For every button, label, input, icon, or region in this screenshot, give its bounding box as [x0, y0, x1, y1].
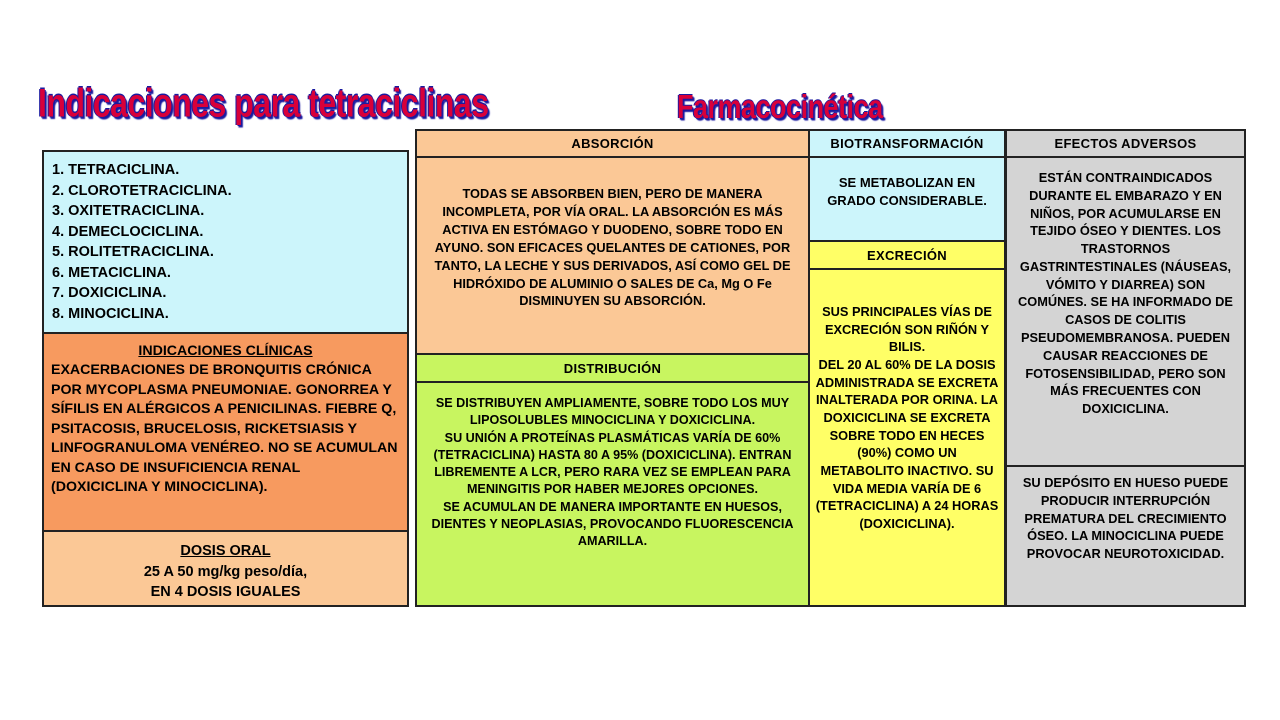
biotransformation-box [808, 156, 1006, 242]
drug-item: 5. ROLITETRACICLINA. [52, 244, 214, 261]
distribution-box [415, 381, 810, 607]
drug-item: 3. OXITETRACICLINA. [52, 203, 205, 220]
distribution-text-3: SE ACUMULAN DE MANERA IMPORTANTE EN HUESOS, DIENTES Y NEOPLASIAS, PROVOCANDO FLUORESCENCIA AMARILLA. [431, 499, 794, 548]
drug-item: 4. DEMECLOCICLINA. [52, 223, 204, 240]
clinical-indications-heading: INDICACIONES CLÍNICAS [138, 343, 313, 359]
absorption-text: TODAS SE ABSORBEN BIEN, PERO DE MANERA INCOMPLETA, POR VÍA ORAL. LA ABSORCIÓN ES MÁS ACTIVA EN ESTÓMAGO Y DUODENO, SOBRE TODO EN AYUNO. SON EFICACES QUELANTES DE CATIONES, POR TANTO, LA LECHE Y SUS DERIVADOS, ASÍ COMO GEL DE HIDRÓXIDO DE ALUMINIO O SALES DE Ca, Mg O Fe DISMINUYEN SU ABSORCIÓN. [434, 186, 791, 309]
adverse-effects-heading: EFECTOS ADVERSOS [1005, 129, 1246, 158]
excretion-heading: EXCRECIÓN [808, 240, 1006, 270]
drug-item: 7. DOXICICLINA. [52, 285, 167, 302]
biotransformation-heading: BIOTRANSFORMACIÓN [808, 129, 1006, 158]
absorption-box [415, 156, 810, 355]
bone-deposit-text: SU DEPÓSITO EN HUESO PUEDE PRODUCIR INTERRUPCIÓN PREMATURA DEL CRECIMIENTO ÓSEO. LA MINOCICLINA PUEDE PROVOCAR NEUROTOXICIDAD. [1022, 475, 1229, 562]
oral-dose-heading: DOSIS ORAL [180, 543, 271, 559]
excretion-box [808, 268, 1006, 607]
drug-item: 1. TETRACICLINA. [52, 162, 180, 178]
oral-dose-frequency: EN 4 DOSIS IGUALES [150, 584, 301, 601]
adverse-effects-box [1005, 156, 1246, 467]
drug-list [52, 160, 399, 325]
bone-deposit-box [1005, 465, 1246, 607]
distribution-heading: DISTRIBUCIÓN [415, 353, 810, 383]
clinical-indications-text: EXACERBACIONES DE BRONQUITIS CRÓNICA POR MYCOPLASMA PNEUMONIAE. GONORREA Y SÍFILIS EN ALÉRGICOS A PENICILINAS. FIEBRE Q, PSITACOSIS, BRUCELOSIS, RICKETSIASIS Y LINFOGRANULOMA VENÉREO. NO SE ACUMULAN EN CASO DE INSUFICIENCIA RENAL (DOXICICLINA Y MINOCICLINA). [51, 362, 398, 496]
biotransformation-text: SE METABOLIZAN EN GRADO CONSIDERABLE. [827, 175, 987, 209]
adverse-effects-text: ESTÁN CONTRAINDICADOS DURANTE EL EMBARAZO Y EN NIÑOS, POR ACUMULARSE EN TEJIDO ÓSEO Y DIENTES. LOS TRASTORNOS GASTRINTESTINALES (NÁUSEAS, VÓMITO Y DIARREA) SON COMÚNES. SE HA INFORMADO DE CASOS DE COLITIS PSEUDOMEMBRANOSA. PUEDEN CAUSAR REACCIONES DE FOTOSENSIBILIDAD, PERO SON MÁS FRECUENTES CON DOXICICLINA. [1018, 170, 1233, 417]
drug-item: 6. METACICLINA. [52, 264, 171, 281]
section-title-farmacocinetica: Farmacocinética [677, 88, 883, 126]
clinical-indications-box [42, 332, 409, 532]
drug-item: 8. MINOCICLINA. [52, 306, 169, 323]
drug-list-box [42, 150, 409, 334]
oral-dose-box [42, 530, 409, 607]
absorption-heading: ABSORCIÓN [415, 129, 810, 158]
distribution-text-2: SU UNIÓN A PROTEÍNAS PLASMÁTICAS VARÍA DE 60% (TETRACICLINA) HASTA 80 A 95% (DOXICICLINA). ENTRAN LIBREMENTE A LCR, PERO RARA VEZ SE EMPLEAN PARA MENINGITIS POR HABER MEJORES OPCIONES. [433, 430, 792, 497]
page-title: Indicaciones para tetraciclinas [38, 80, 489, 125]
excretion-text-2: DEL 20 AL 60% DE LA DOSIS ADMINISTRADA SE EXCRETA INALTERADA POR ORINA. LA DOXICICLINA SE EXCRETA SOBRE TODO EN HECES (90%) COMO UN METABOLITO INACTIVO. SU VIDA MEDIA VARÍA DE 6 (TETRACICLINA) A 24 HORAS (DOXICICLINA). [815, 356, 999, 531]
excretion-text-1: SUS PRINCIPALES VÍAS DE EXCRECIÓN SON RIÑÓN Y BILIS. [822, 304, 992, 355]
distribution-text-1: SE DISTRIBUYEN AMPLIAMENTE, SOBRE TODO LOS MUY LIPOSOLUBLES MINOCICLINA Y DOXICICLINA. [435, 396, 790, 428]
oral-dose-amount: 25 A 50 mg/kg peso/día, [143, 563, 308, 580]
drug-item: 2. CLOROTETRACICLINA. [52, 182, 232, 199]
